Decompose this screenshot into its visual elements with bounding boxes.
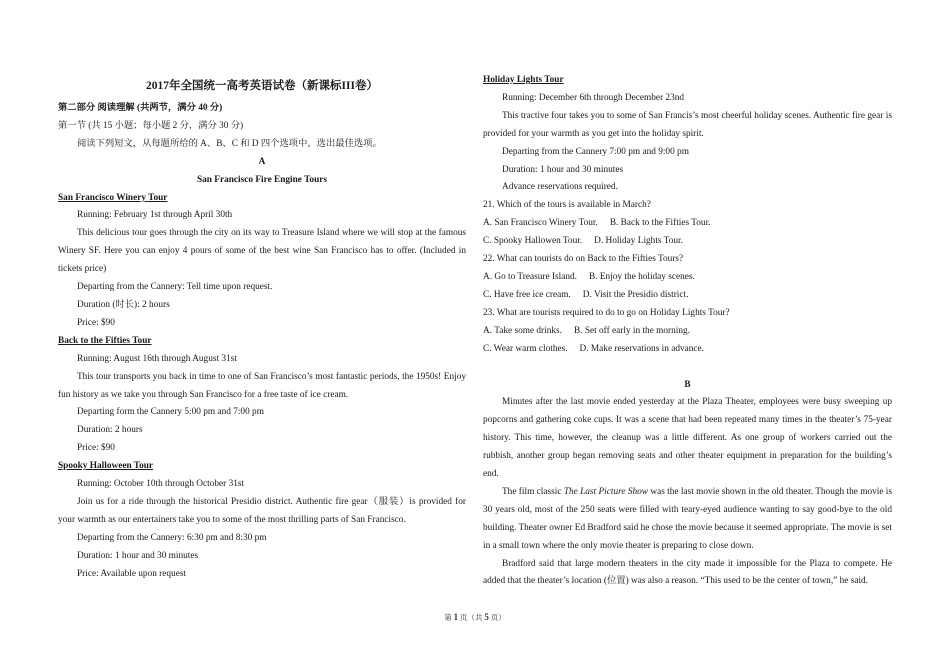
left-column [58, 72, 466, 583]
question-21 [483, 197, 892, 251]
option-c: C. Wear warm clothes. [483, 343, 568, 354]
holiday-description: This tractive four takes you to some of San Francis’s most cheerful holiday scenes. Authentic fire gear is provided for your warmth as you get into the holiday spirit. [483, 110, 892, 139]
spacer [483, 359, 892, 377]
halloween-description: Join us for a ride through the historical Presidio district. Authentic fire gear（服装）is provided for your warmth as our entertainers take you to some of the most thrilling parts of San Francisco. [58, 496, 466, 525]
passage-b-paragraph-2 [483, 484, 892, 556]
halloween-tour-heading: Spooky Halloween Tour [58, 461, 154, 472]
right-column [483, 72, 892, 591]
page-number: 1 [453, 612, 459, 622]
passage-a-heading: San Francisco Fire Engine Tours [196, 174, 327, 185]
fifties-description: This tour transports you back in time to one of San Francisco’s most fantastic periods, the 1950s! Enjoy fun history as we take you through San Francisco for a free taste of ice cream. [58, 371, 466, 400]
winery-departing: Departing from the Cannery: Tell time upon request. [77, 282, 273, 293]
options-row [483, 233, 892, 251]
option-d: D. Make reservations in advance. [579, 343, 704, 354]
question-text: 23. What are tourists required to do to go on Holiday Lights Tour? [483, 307, 730, 318]
passage-a-letter: A [258, 156, 266, 167]
options-row [483, 287, 892, 305]
holiday-tour-heading: Holiday Lights Tour [483, 75, 564, 85]
options-row [483, 215, 892, 233]
holiday-duration: Duration: 1 hour and 30 minutes [502, 164, 624, 175]
question-23 [483, 305, 892, 359]
winery-description: This delicious tour goes through the city on its way to Treasure Island where we will stop at the famous Winery SF. Here you can enjoy 4 pours of some of the best wine San Francisco has to offer. (Included in tickets price) [58, 228, 466, 275]
question-22 [483, 251, 892, 305]
section-heading: 第一节 (共 15 小题；每小题 2 分，满分 30 分) [58, 120, 244, 131]
page-title: 2017年全国统一高考英语试卷（新课标III卷） [146, 80, 378, 92]
part-heading: 第二部分 阅读理解 (共两节，满分 40 分) [58, 103, 223, 113]
options-row [483, 341, 892, 359]
option-b: B. Enjoy the holiday scenes. [589, 271, 695, 282]
text-run: The film classic [502, 486, 564, 497]
option-b: B. Set off early in the morning. [573, 325, 690, 336]
option-b: B. Back to the Fifties Tour. [609, 218, 711, 229]
fifties-tour-heading: Back to the Fifties Tour [58, 335, 152, 346]
question-text: 21. Which of the tours is available in March? [483, 200, 651, 211]
halloween-duration: Duration: 1 hour and 30 minutes [77, 550, 199, 561]
winery-duration: Duration (时长): 2 hours [77, 299, 170, 310]
winery-price: Price: $90 [77, 317, 115, 328]
options-row [483, 269, 892, 287]
page-total: 5 [484, 612, 489, 622]
fifties-price: Price: $90 [77, 443, 115, 454]
options-row [483, 323, 892, 341]
fifties-running: Running: August 16th through August 31st [77, 353, 237, 364]
text-run: was the last movie shown in the old theater. Though the movie is 30 years old, most of the 250 seats were filled with teary-eyed audience wanting to say good-bye to the old building. Theater owner Ed Bradford said he chose the movie because it seemed appropriate. The movie is set in a small town where the only movie theater is preparing to close down. [483, 486, 893, 551]
holiday-running: Running: December 6th through December 23nd [502, 92, 685, 103]
option-d: D. Holiday Lights Tour. [594, 236, 683, 247]
winery-tour-heading: San Francisco Winery Tour [58, 192, 168, 203]
halloween-running: Running: October 10th through October 31st [77, 479, 245, 490]
passage-b-paragraph-1: Minutes after the last movie ended yesterday at the Plaza Theater, employees were busy sweeping up popcorns and gathering coke cups. It was a scene that had been repeated many times in the theater’s 75-year history. This time, however, the cleanup was a little different. As one group of workers carried out the rubbish, another group began removing seats and other theater equipment in preparation for the building’s end. [483, 397, 892, 480]
option-a: A. Go to Treasure Island. [483, 271, 577, 282]
passage-b-letter: B [684, 379, 691, 390]
option-c: C. Spooky Hallowen Tour. [483, 236, 583, 247]
option-a: A. Take some drinks. [483, 325, 562, 336]
fifties-departing: Departing form the Cannery 5:00 pm and 7:00 pm [77, 407, 264, 418]
holiday-advance: Advance reservations required. [502, 182, 618, 193]
option-c: C. Have free ice cream. [483, 289, 571, 300]
question-text: 22. What can tourists do on Back to the Fifties Tours? [483, 254, 684, 265]
page-footer [0, 612, 950, 623]
passage-b-paragraph-3: Bradford said that large modern theaters in the city made it impossible for the Plaza to compete. He added that the theater’s location (位置) was also a reason. “This used to be the center of town,” he said. [483, 558, 892, 587]
instructions: 阅读下列短文，从每题所给的 A、B、C 和 D 四个选项中，选出最佳选项。 [77, 138, 382, 149]
film-title: The Last Picture Show [563, 486, 649, 497]
halloween-price: Price: Available upon request [77, 568, 187, 579]
option-d: D. Visit the Presidio district. [582, 289, 689, 300]
fifties-duration: Duration: 2 hours [77, 425, 143, 436]
footer-text: 页） [488, 613, 506, 622]
halloween-departing: Departing from the Cannery: 6:30 pm and 8:30 pm [77, 532, 267, 543]
footer-text: 页（共 [458, 613, 485, 622]
footer-text: 第 [444, 613, 454, 622]
winery-running: Running: February 1st through April 30th [77, 210, 233, 221]
option-a: A. San Francisco Winery Tour. [483, 218, 598, 229]
holiday-departing: Departing from the Cannery 7:00 pm and 9:00 pm [502, 146, 689, 157]
